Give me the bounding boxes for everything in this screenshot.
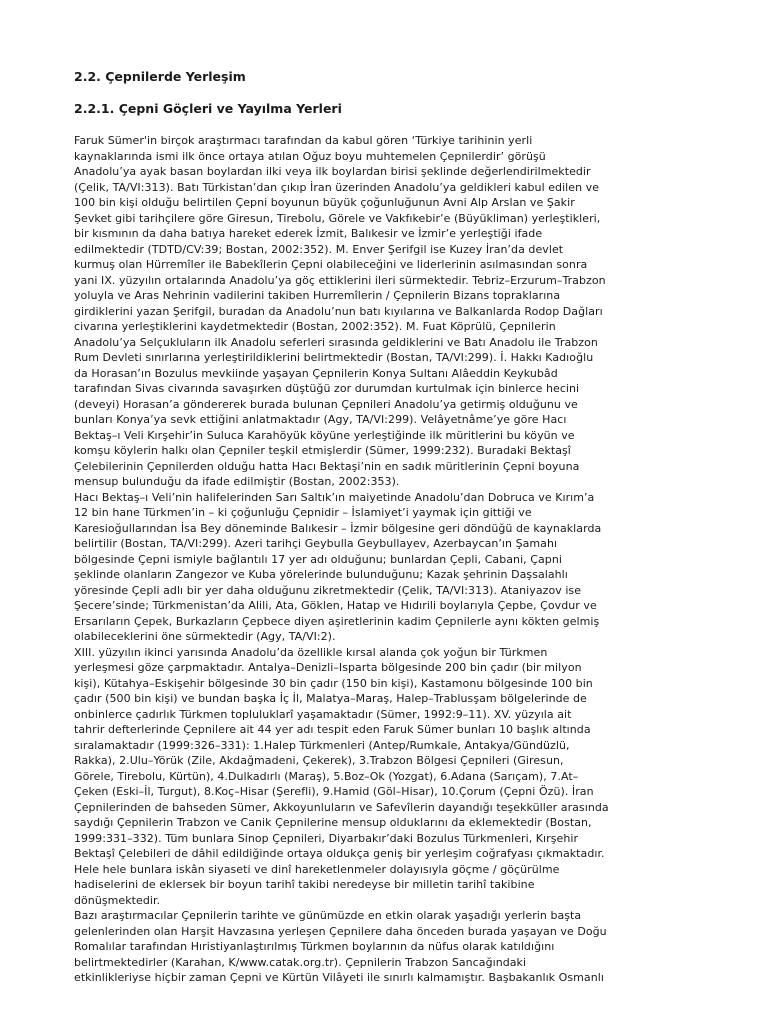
- text-line: kurmuş olan Hürremîler ile Babekîlerin Çepni olabileceğini ve liderlerinin asılmasından sonra: [74, 258, 588, 271]
- text-line: civarına yerleştiklerini kaydetmektedir (Bostan, 2002:352). M. Fuat Köprülü, Çepnilerin: [74, 320, 556, 333]
- text-line: Rum Devleti sınırlarına yerleştirildiklerini belirtmektedir (Bostan, TA/VI:299). İ. Hakkı Kadıoğlu: [74, 351, 594, 364]
- text-line: Bektaşî Çelebileri de dâhil edildiğinde ortaya oldukça geniş bir yerleşim coğrafyası çıkmaktadır.: [74, 847, 605, 860]
- subsection-heading: 2.2.1. Çepni Göçleri ve Yayılma Yerleri: [74, 101, 342, 116]
- body-paragraph: [74, 490, 724, 645]
- text-line: 1999:331–332). Tüm bunlara Sinop Çepnileri, Diyarbakır’daki Bozulus Türkmenleri, Kırşehir: [74, 831, 579, 845]
- text-line: şeklinde olanların Zangezor ve Kuba yörelerinde bulunduğunu; Kazak şehrinin Daşsalahlı: [74, 568, 568, 581]
- text-line: yoluyla ve Aras Nehrinin vadilerini takiben Hurremîlerin / Çepnilerin Bizans topraklarına: [74, 289, 561, 302]
- text-line: Bektaş–ı Veli Kırşehir’in Suluca Karahöyük köyüne yerleştiğinde ilk müritlerini bu köyün ve: [74, 428, 575, 442]
- text-line: yani IX. yüzyılın ortalarında Anadolu’ya göç ettiklerini ileri sürmektedir. Tebriz–Erzurum–Trabzon: [74, 273, 606, 287]
- text-line: belirtmektedirler (Karahan, K/www.catak.org.tr). Çepnilerin Trabzon Sancağındaki: [74, 955, 527, 969]
- text-line: bunları Konya’ya sevk ettiğini anlatmaktadır (Agy, TA/VI:299). Velâyetnâme’ye göre Hacı: [74, 413, 567, 426]
- text-line: kaynaklarında ismi ilk önce ortaya atılan Oğuz boyu muhtemelen Çepnilerdir’ görüşü: [74, 149, 546, 163]
- text-line: edilmektedir (TDTD/CV:39; Bostan, 2002:352). M. Enver Şerifgil ise Kuzey İran’da devlet: [74, 242, 564, 256]
- body-paragraph: [74, 908, 724, 986]
- text-line: Hele hele bunlara iskân siyaseti ve dinî hareketlenmeler dolayısıyla göçme / göçürülme: [74, 862, 560, 876]
- text-line: Çepnilerinden de bahseden Sümer, Akkoyunluların ve Safevîlerin dayandığı teşekküller arasında: [74, 800, 609, 814]
- text-line: hadiselerini de eklersek bir boyun tarihî takibi neredeyse bir milletin tarihî takibine: [74, 878, 535, 891]
- text-line: XIII. yüzyılın ikinci yarısında Anadolu’da özellikle kırsal alanda çok yoğun bir Türkmen: [74, 645, 548, 659]
- text-line: sıralamaktadır (1999:326–331): 1.Halep Türkmenleri (Antep/Rumkale, Antakya/Gündüzlü,: [74, 738, 570, 752]
- text-line: gelenlerinden olan Harşit Havzasına yerleşen Çepnilere daha önceden burada yaşayan ve Doğu: [74, 924, 607, 938]
- text-line: Rakka), 2.Ulu–Yörük (Zile, Akdağmadeni, Çekerek), 3.Trabzon Bölgesi Çepnileri (Giresun,: [74, 754, 564, 767]
- body-paragraph: [74, 645, 724, 909]
- text-line: etkinlikleriyse hiçbir zaman Çepni ve Kürtün Vilâyeti ile sınırlı kalmamıştır. Başbakanlık Osmanlı: [74, 971, 604, 984]
- text-line: Ersarıların Çepek, Burkazların Çepbece diyen aşiretlerinin kadim Çepnilerle aynı kökten gelmiş: [74, 614, 600, 628]
- text-line: yöresinde Çepli adlı bir yer daha olduğunu zikretmektedir (Çelik, TA/VI:313). Ataniyazov ise: [74, 583, 582, 597]
- text-line: girdiklerini yazan Şerifgil, buradan da Anadolu’nun batı kıyılarına ve Balkanlarda Rodop Dağları: [74, 304, 603, 318]
- text-line: çadır (500 bin kişi) ve bundan başka İç İl, Malatya–Maraş, Halep–Trablusşam bölgelerinde de: [74, 692, 587, 705]
- text-line: yerleşmesi göze çarpmaktadır. Antalya–Denizli–Isparta bölgesinde 200 bin çadır (bir milyon: [74, 661, 582, 674]
- text-line: kişi), Kütahya–Eskişehir bölgesinde 30 bin çadır (150 bin kişi), Kastamonu bölgesinde 100 bin: [74, 676, 593, 690]
- text-line: bir kısmının da daha batıya hareket ederek İzmit, Balıkesir ve İzmir’e yerleştiği ifade: [74, 227, 543, 240]
- section-heading: 2.2. Çepnilerde Yerleşim: [74, 69, 246, 84]
- text-line: mensup bulunduğu da ifade edilmiştir (Bostan, 2002:353).: [74, 475, 400, 488]
- text-line: (Çelik, TA/VI:313). Batı Türkistan’dan çıkıp İran üzerinden Anadolu’ya geldikleri kabul edilen ve: [74, 180, 600, 194]
- text-line: (deveyi) Horasan’a göndererek burada bulunan Çepnileri Anadolu’ya getirmiş olduğunu ve: [74, 397, 578, 411]
- text-line: Çeken (Eski–İl, Turgut), 8.Koç–Hisar (Şerefli), 9.Hamid (Göl–Hisar), 10.Çorum (Çepni Özü). İran: [74, 785, 594, 798]
- text-line: belirtilir (Bostan, TA/VI:299). Azeri tarihçi Geybulla Geybullayev, Azerbaycan’ın Şamahı: [74, 537, 558, 550]
- text-line: da Horasan’ın Bozulus mevkiinde yaşayan Çepnilerin Konya Sultanı Alâeddin Keykubâd: [74, 366, 558, 380]
- text-line: Faruk Sümer'in birçok araştırmacı tarafından da kabul gören ‘Türkiye tarihinin yerli: [74, 134, 533, 147]
- text-line: saydığı Çepnilerin Trabzon ve Canik Çepnilerine mensup olduklarını da eklemektedir (Bostan,: [74, 816, 592, 829]
- paragraph-container: [74, 133, 724, 986]
- text-line: Karesioğullarından İsa Bey döneminde Balıkesir – İzmir bölgesine geri döndüğü de kaynaklarda: [74, 521, 602, 535]
- document-body: [74, 60, 724, 986]
- text-line: 12 bin hane Türkmen’in – ki çoğunluğu Çepnidir – İslamiyet’i yaymak için gittiği ve: [74, 506, 532, 519]
- text-line: Anadolu’ya ayak basan boylardan ilki veya ilk boylardan birisi şeklinde değerlendirilmektedir: [74, 165, 591, 178]
- text-line: Şecere’sinde; Türkmenistan’da Alili, Ata, Göklen, Hatap ve Hıdırili boylarıyla Çepbe, Çovdur ve: [74, 599, 597, 612]
- text-line: dönüşmektedir.: [74, 893, 161, 907]
- text-line: onbinlerce çadırlık Türkmen topluluklarî yaşamaktadır (Sümer, 1992:9–11). XV. yüzyıla ait: [74, 707, 572, 721]
- text-line: bölgesinde Çepni ismiyle bağlantılı 17 yer adı olduğunu; bunlardan Çepli, Cabani, Çapni: [74, 552, 562, 566]
- text-line: tarafından Sivas civarında savaşırken düştüğü zor durumdan kurtulmak için binlerce hecini: [74, 382, 580, 395]
- text-line: komşu köylerin halkı olan Çepniler teşkil etmişlerdir (Sümer, 1999:232). Buradaki Bektaşî: [74, 444, 571, 457]
- text-line: Çelebilerinin Çepnilerden olduğu hatta Hacı Bektaşi’nin en sadık müritlerinin Çepni boyuna: [74, 459, 580, 473]
- text-line: 100 bin kişi olduğu belirtilen Çepni boyunun büyük çoğunluğunun Avni Alp Arslan ve Şakir: [74, 196, 575, 209]
- text-line: olabileceklerini öne sürmektedir (Agy, TA/VI:2).: [74, 630, 336, 643]
- body-paragraph: [74, 133, 724, 490]
- text-line: Anadolu’ya Selçukluların ilk Anadolu seferleri sırasında geldiklerini ve Batı Anadolu ile Trabzon: [74, 335, 598, 349]
- text-line: Görele, Tirebolu, Kürtün), 4.Dulkadırlı (Maraş), 5.Boz–Ok (Yozgat), 6.Adana (Sarıçam), 7.At–: [74, 769, 579, 783]
- text-line: Bazı araştırmacılar Çepnilerin tarihte ve günümüzde en etkin olarak yaşadığı yerlerin başta: [74, 909, 582, 922]
- text-line: Şevket gibi tarihçilere göre Giresun, Tirebolu, Görele ve Vakfıkebir’e (Büyükliman) yerleştikleri,: [74, 211, 601, 225]
- text-line: Romalılar tarafından Hıristiyanlaştırılmış Türkmen boylarının da nüfus olarak katıldığını: [74, 940, 555, 953]
- text-line: tahrir defterlerinde Çepnilere ait 44 yer adı tespit eden Faruk Sümer bunları 10 başlık altında: [74, 723, 591, 736]
- text-line: Hacı Bektaş–ı Veli’nin halifelerinden Sarı Saltık’ın maiyetinde Anadolu’dan Dobruca ve Kırım’a: [74, 490, 595, 504]
